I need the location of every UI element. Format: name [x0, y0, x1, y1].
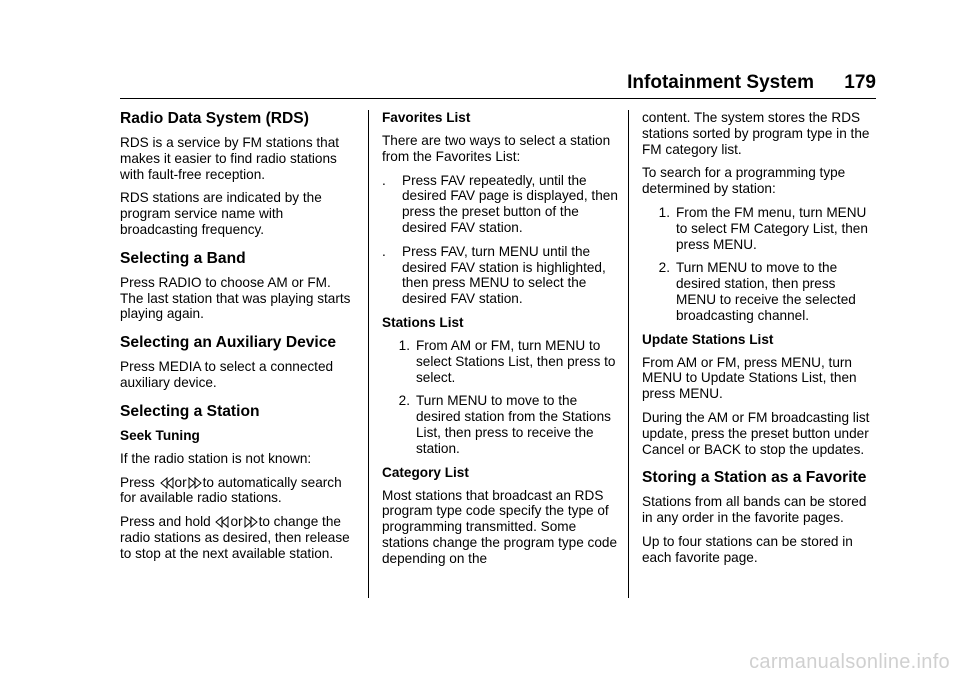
- category-continued: content. The system stores the RDS stations sorted by program type in the FM category list.: [642, 110, 870, 157]
- band-paragraph: Press RADIO to choose AM or FM. The last station that was playing starts playing again.: [120, 274, 351, 322]
- step-number: 2.: [658, 260, 670, 276]
- list-item: [382, 244, 618, 307]
- list-item: [382, 173, 618, 236]
- watermark: carmanualsonline.info: [749, 651, 950, 673]
- seek-hold-rest-text: to change the radio stations as desired, then release to stop at the next available station.: [120, 514, 350, 561]
- heading-favorites-list: Favorites List: [382, 110, 471, 125]
- seek-paragraph-3: [120, 514, 356, 561]
- stations-step-1: From AM or FM, turn MENU to select Stations List, then press to select.: [416, 337, 616, 385]
- aux-paragraph: Press MEDIA to select a connected auxiliary device.: [120, 359, 334, 390]
- stations-step-2: Turn MENU to move to the desired station from the Stations List, then press to receive the station.: [416, 393, 611, 456]
- step-number: 1.: [398, 337, 410, 353]
- seek-hold-text: Press and hold: [120, 514, 211, 530]
- seek-back-icon: [215, 516, 229, 528]
- step-number: 2.: [398, 393, 410, 409]
- rds-paragraph-2: RDS stations are indicated by the program service name with broadcasting frequency.: [120, 190, 322, 237]
- heading-selecting-station: Selecting a Station: [120, 402, 260, 420]
- list-item: [382, 338, 618, 385]
- seek-hold-or-text: or: [230, 514, 243, 530]
- fav-bullet-1: Press FAV repeatedly, until the desired FAV page is displayed, then press the preset button of the desired FAV station.: [402, 172, 618, 235]
- column-3: [642, 110, 878, 574]
- heading-storing-favorite: Storing a Station as a Favorite: [642, 469, 867, 487]
- heading-selecting-band: Selecting a Band: [120, 249, 246, 267]
- column-1: [120, 110, 356, 570]
- category-paragraph: Most stations that broadcast an RDS program type code specify the type of programming transmitted. Some stations change the program type code depending on the: [382, 487, 618, 566]
- column-divider-1: [368, 110, 369, 598]
- seek-press-text: Press: [120, 474, 155, 490]
- store-paragraph-1: Stations from all bands can be stored in any order in the favorite pages.: [642, 494, 867, 526]
- heading-stations-list: Stations List: [382, 314, 464, 330]
- update-paragraph-2: During the AM or FM broadcasting list update, press the preset button under Cancel or BACK to stop the updates.: [642, 409, 870, 457]
- seek-paragraph-1: If the radio station is not known:: [120, 450, 312, 466]
- store-paragraph-2: Up to four stations can be stored in each favorite page.: [642, 533, 853, 565]
- seek-forward-icon: [188, 477, 202, 489]
- heading-seek-tuning: Seek Tuning: [120, 427, 200, 443]
- header-rule: [120, 98, 876, 99]
- seek-or-text: or: [174, 474, 187, 490]
- bullet-mark: .: [382, 172, 386, 188]
- page-header: [120, 70, 876, 96]
- column-divider-2: [628, 110, 629, 598]
- seek-auto-text: to automatically search for available radio stations.: [120, 474, 342, 506]
- rds-paragraph-1: RDS is a service by FM stations that makes it easier to find radio stations with fault-free reception.: [120, 135, 340, 182]
- seek-forward-icon: [244, 516, 258, 528]
- step-number: 1.: [658, 204, 670, 220]
- seek-back-icon: [160, 477, 174, 489]
- update-paragraph-1: From AM or FM, press MENU, turn MENU to Update Stations List, then press MENU.: [642, 354, 857, 402]
- bullet-mark: .: [382, 243, 386, 259]
- search-step-2: Turn MENU to move to the desired station, then press MENU to receive the selected broadcasting channel.: [676, 260, 856, 323]
- list-item: [642, 205, 878, 252]
- seek-paragraph-2: [120, 475, 356, 507]
- list-item: [642, 260, 878, 323]
- list-item: [382, 393, 618, 456]
- fav-paragraph: There are two ways to select a station from the Favorites List:: [382, 133, 611, 164]
- heading-category-list: Category List: [382, 464, 469, 480]
- heading-rds: Radio Data System (RDS): [120, 110, 309, 127]
- section-title: Infotainment System: [627, 72, 814, 93]
- heading-update-stations: Update Stations List: [642, 331, 774, 347]
- column-2: [382, 110, 618, 575]
- search-step-1: From the FM menu, turn MENU to select FM Category List, then press MENU.: [676, 204, 868, 252]
- heading-aux-device: Selecting an Auxiliary Device: [120, 334, 337, 352]
- page-number: 179: [844, 72, 876, 93]
- fav-bullet-2: Press FAV, turn MENU until the desired FAV station is highlighted, then press MENU to select the desired FAV station.: [402, 243, 606, 307]
- search-paragraph: To search for a programming type determined by station:: [642, 165, 846, 197]
